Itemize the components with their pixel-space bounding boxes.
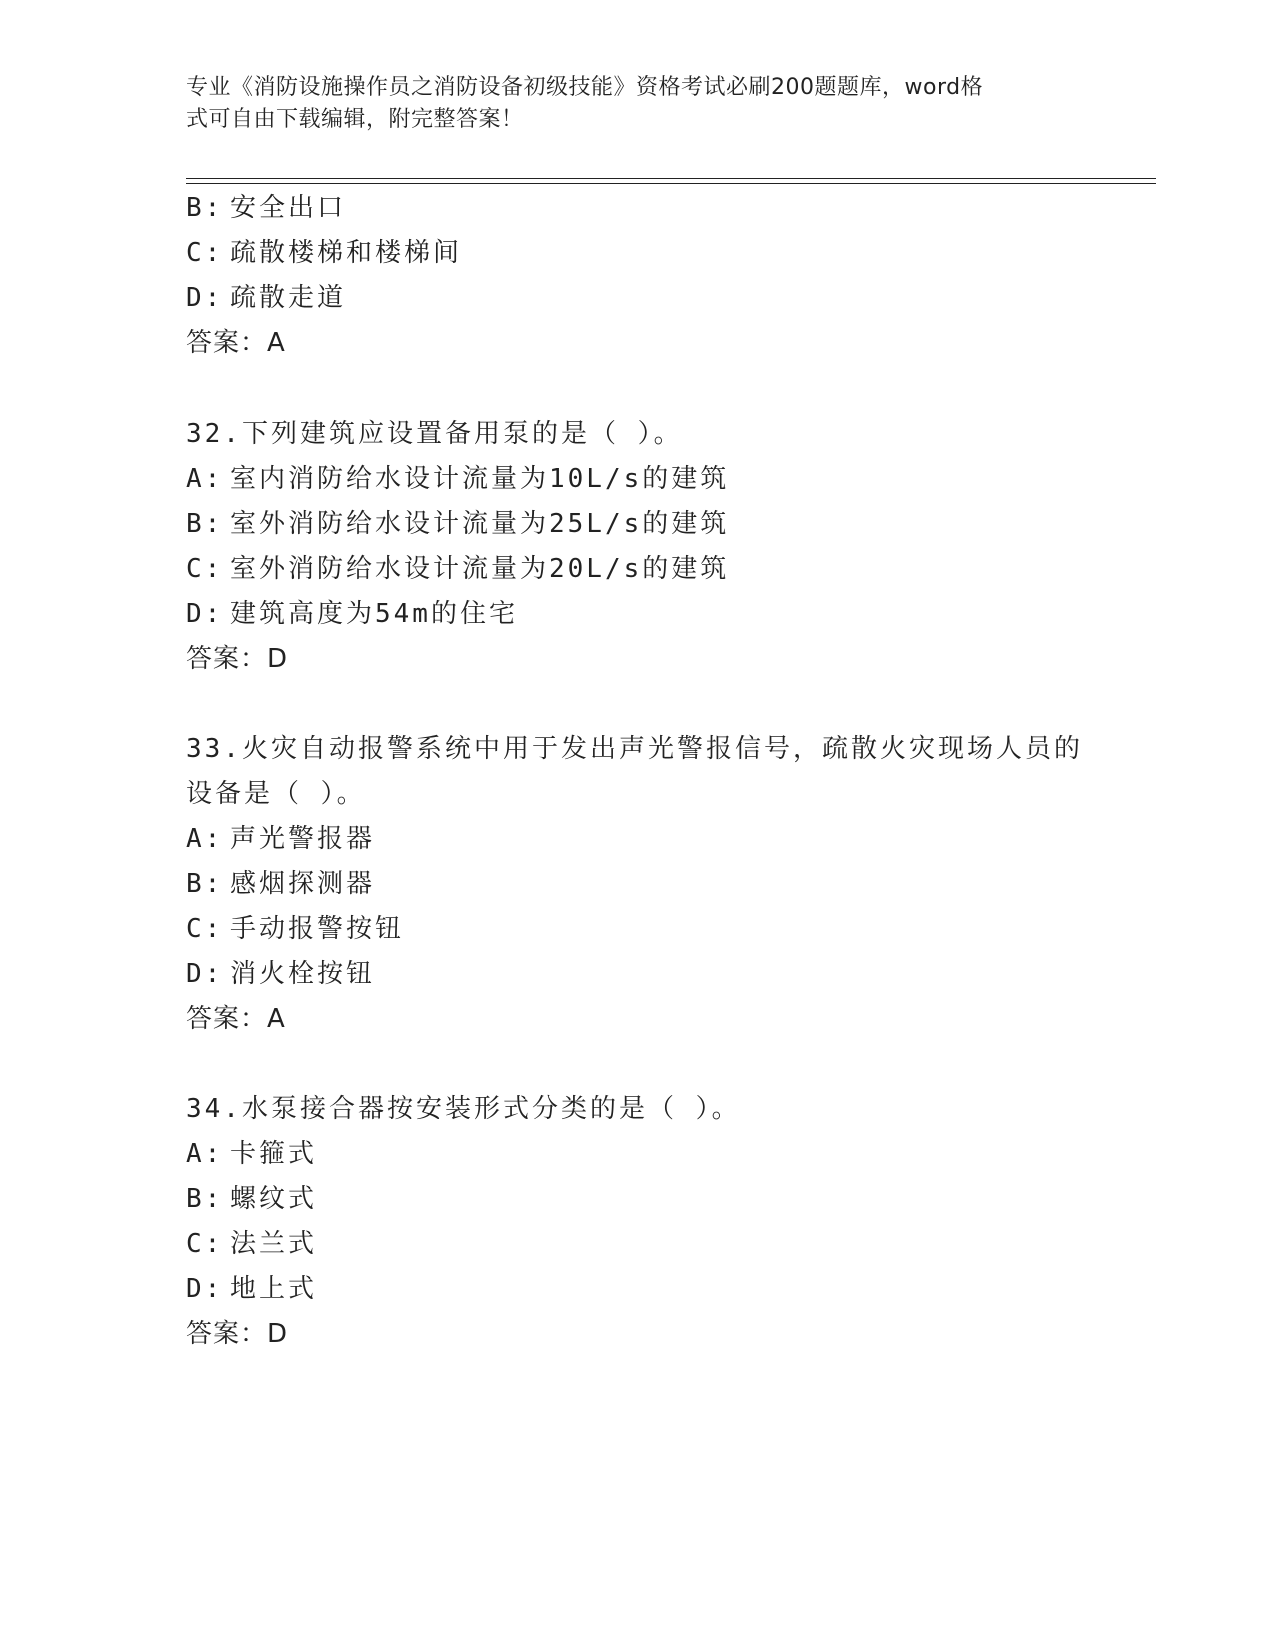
answer-line: 答案：A xyxy=(186,328,286,358)
option-text: 建筑高度为54m的住宅 xyxy=(230,599,518,629)
option-label: B: xyxy=(186,193,224,223)
question-stem: 33.火灾自动报警系统中用于发出声光警报信号，疏散火灾现场人员的 xyxy=(186,734,1083,764)
option-c xyxy=(186,237,462,269)
option-label: C: xyxy=(186,1229,224,1259)
header-line-2: 式可自由下载编辑，附完整答案！ xyxy=(186,107,524,132)
option-label: C: xyxy=(186,554,224,584)
option-label: D: xyxy=(186,1274,224,1304)
option-text: 卡箍式 xyxy=(230,1139,318,1169)
option-text: 感烟探测器 xyxy=(230,869,376,899)
option-a xyxy=(186,463,729,495)
option-d xyxy=(186,282,346,314)
option-a xyxy=(186,1138,317,1170)
option-text: 法兰式 xyxy=(230,1229,318,1259)
option-label: B: xyxy=(186,509,224,539)
option-label: C: xyxy=(186,238,224,268)
option-text: 声光警报器 xyxy=(230,824,376,854)
option-text: 室外消防给水设计流量为25L/s的建筑 xyxy=(230,509,730,539)
option-b xyxy=(186,1183,317,1215)
option-text: 室外消防给水设计流量为20L/s的建筑 xyxy=(230,554,730,584)
option-text: 消火栓按钮 xyxy=(230,959,376,989)
option-d xyxy=(186,598,518,630)
option-label: A: xyxy=(186,464,224,494)
option-text: 地上式 xyxy=(230,1274,318,1304)
option-b xyxy=(186,868,375,900)
question-stem-continued: 设备是（ ）。 xyxy=(186,779,366,809)
option-label: B: xyxy=(186,1184,224,1214)
answer-line: 答案：A xyxy=(186,1004,286,1034)
option-a xyxy=(186,823,375,855)
option-label: D: xyxy=(186,959,224,989)
question-stem: 34.水泵接合器按安装形式分类的是（ ）。 xyxy=(186,1094,741,1124)
option-label: D: xyxy=(186,283,224,313)
option-text: 室内消防给水设计流量为10L/s的建筑 xyxy=(230,464,730,494)
option-b xyxy=(186,508,729,540)
document-header xyxy=(186,72,1066,136)
option-c xyxy=(186,913,404,945)
option-b xyxy=(186,192,346,224)
option-text: 疏散走道 xyxy=(230,283,347,313)
header-divider-top xyxy=(186,178,1156,179)
option-d xyxy=(186,958,375,990)
question-stem: 32.下列建筑应设置备用泵的是（ ）。 xyxy=(186,419,683,449)
option-c xyxy=(186,1228,317,1260)
option-text: 安全出口 xyxy=(230,193,347,223)
option-label: D: xyxy=(186,599,224,629)
answer-line: 答案：D xyxy=(186,1319,289,1349)
header-divider-bottom xyxy=(186,183,1156,184)
answer-line: 答案：D xyxy=(186,644,289,674)
option-label: C: xyxy=(186,914,224,944)
option-c xyxy=(186,553,729,585)
option-text: 螺纹式 xyxy=(230,1184,318,1214)
header-line-1: 专业《消防设施操作员之消防设备初级技能》资格考试必刷200题题库，word格 xyxy=(186,75,984,100)
option-label: A: xyxy=(186,824,224,854)
option-d xyxy=(186,1273,317,1305)
option-text: 手动报警按钮 xyxy=(230,914,405,944)
option-label: B: xyxy=(186,869,224,899)
option-text: 疏散楼梯和楼梯间 xyxy=(230,238,463,268)
option-label: A: xyxy=(186,1139,224,1169)
